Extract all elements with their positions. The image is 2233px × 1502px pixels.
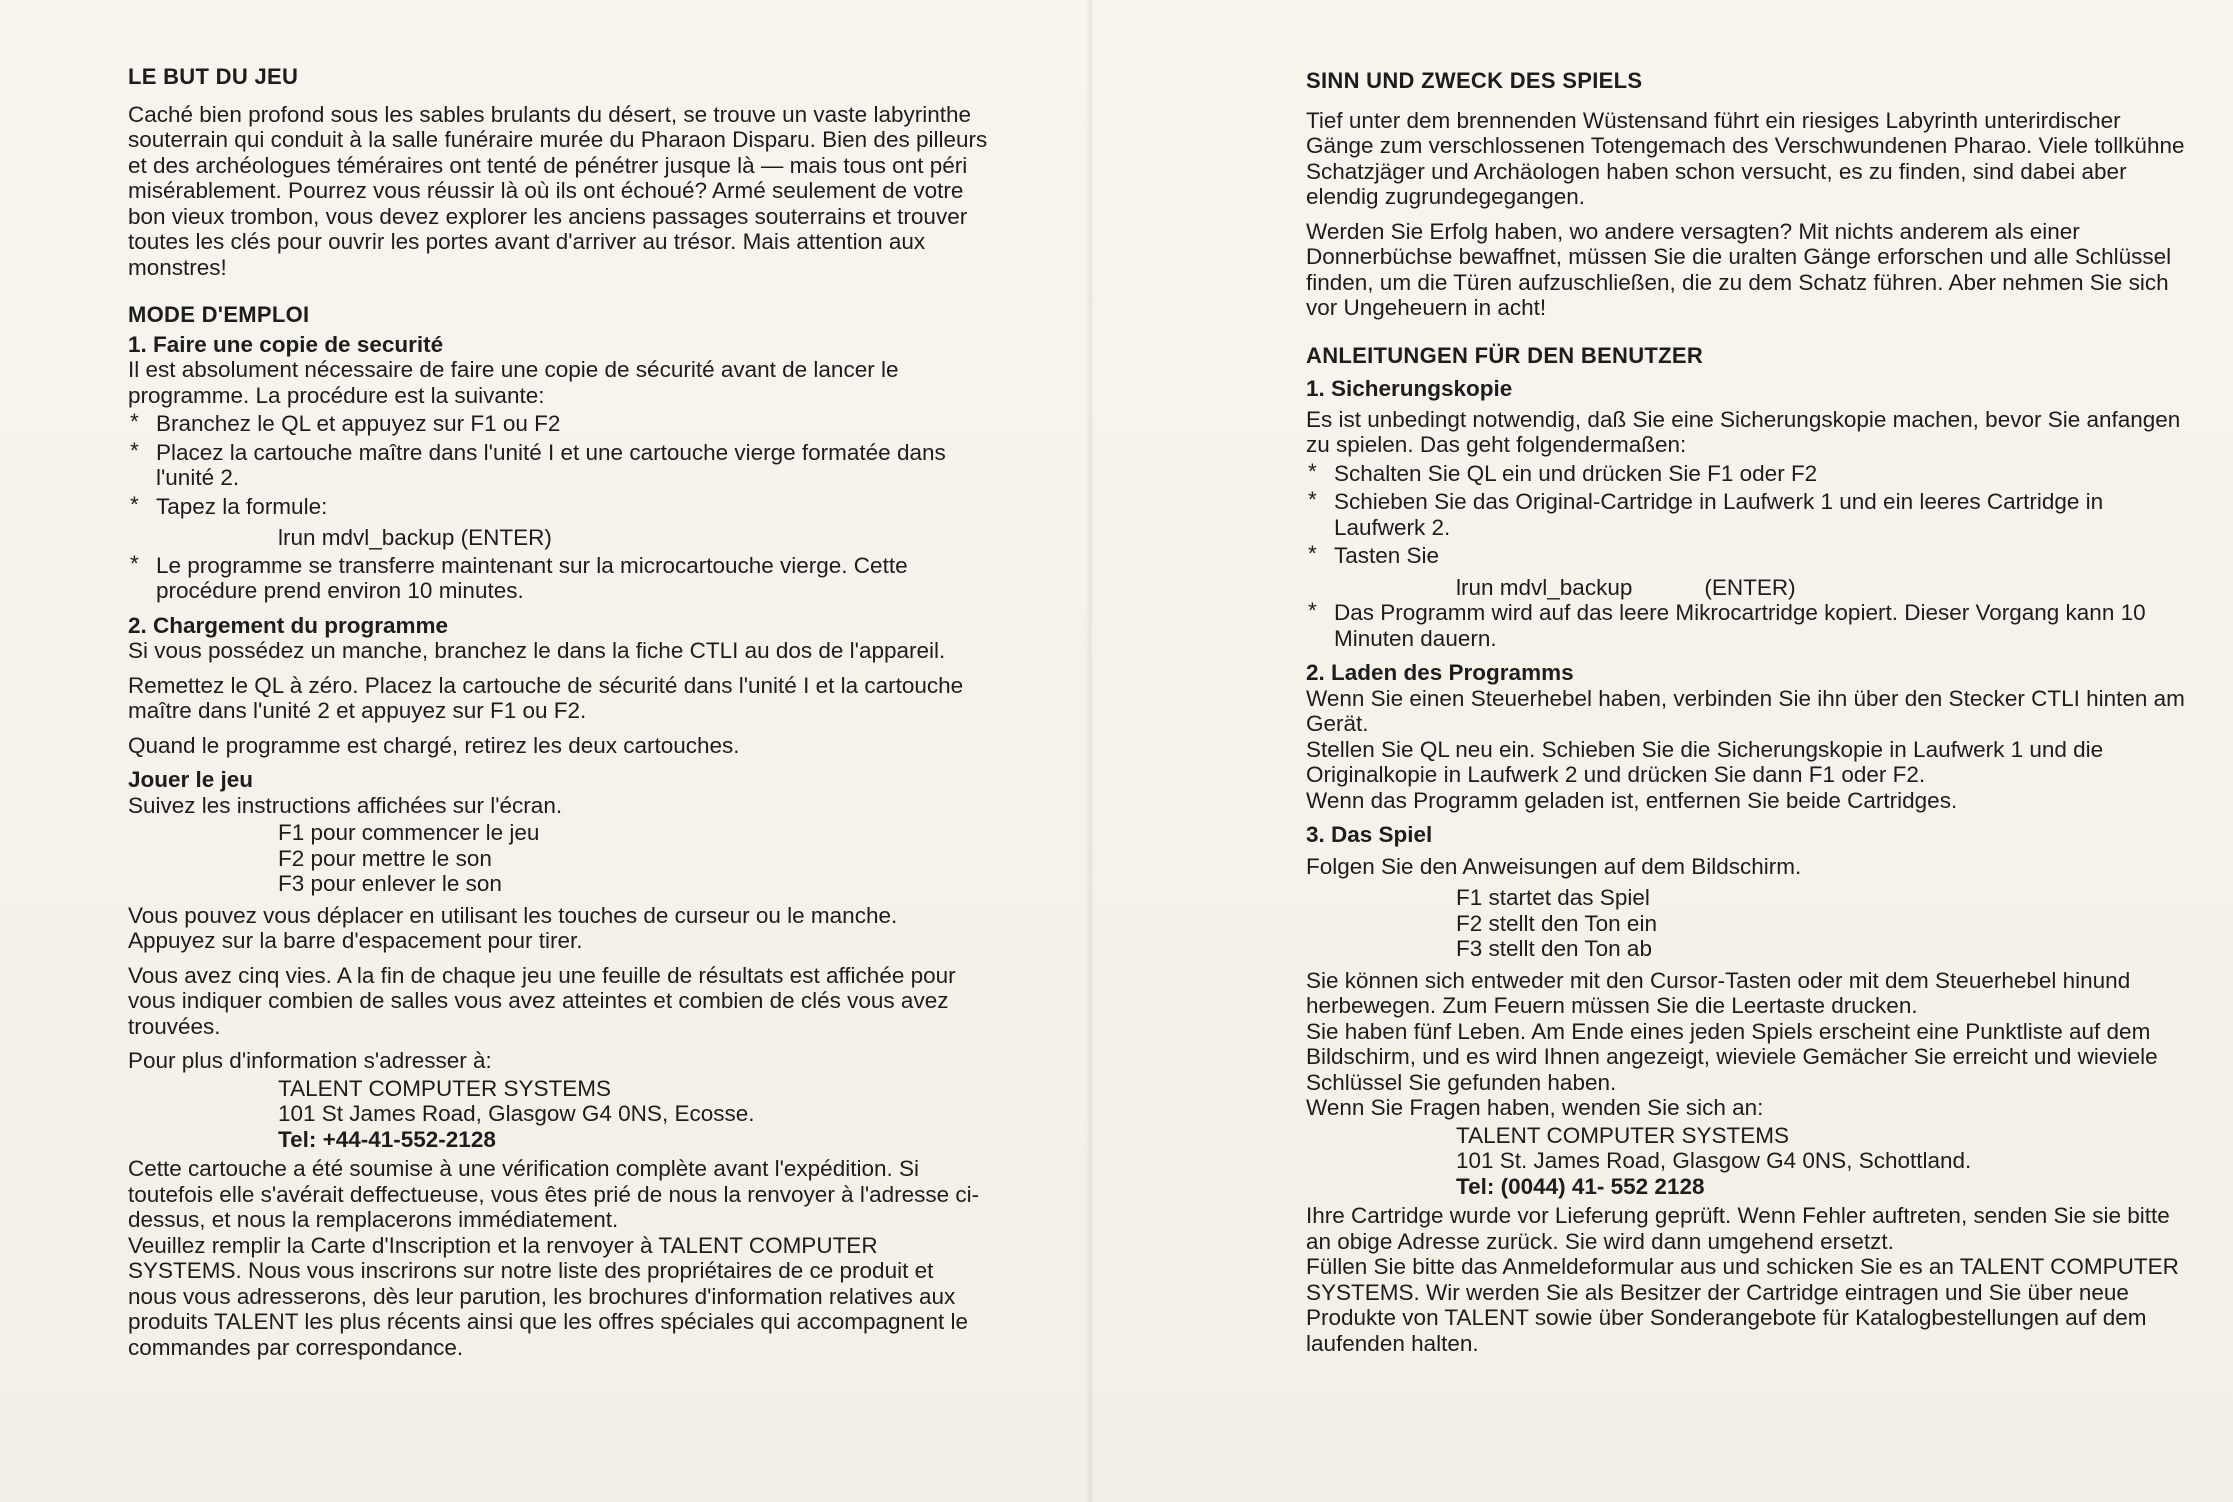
de-section-instructions	[1306, 343, 2186, 1357]
list-item: F1 pour commencer le jeu	[278, 820, 540, 845]
fr-play-p5: Cette cartouche a été soumise à une vérification complète avant l'expédition. Si toutefois elle s'avérait deffectueuse, vous êtes prié de nous la renvoyer à l'adresse ci-dessus, et nous la remplacerons immédiatement.	[128, 1156, 980, 1232]
de-address	[1306, 1123, 2186, 1200]
street-address: 101 St James Road, Glasgow G4 0NS, Ecosse.	[278, 1101, 755, 1126]
phone-number: Tel: +44-41-552-2128	[278, 1126, 496, 1152]
fr-goal-text: Caché bien profond sous les sables brulants du désert, se trouve un vaste labyrinthe souterrain qui conduit à la salle funéraire murée du Pharaon Disparu. Bien des pilleurs et des archéologues téméraires ont tenté de pénétrer jusque là — mais tous ont péri misérablement. Pourrez vous réussir là où ils ont échoué? Armé seulement de votre bon vieux trombon, vous devez explorer les anciens passages souterrains et trouver toutes les clés pour ouvrir les portes avant d'arriver au trésor. Mais attention aux monstres!	[128, 101, 988, 280]
de-command-text: lrun mdvl_backup	[1456, 574, 1633, 600]
fr-section-instructions	[128, 302, 988, 1360]
fr-loading-heading: 2. Chargement du programme	[128, 612, 449, 638]
de-loading-section	[1306, 660, 2186, 813]
list-item: F1 startet das Spiel	[1456, 885, 1650, 910]
de-backup-intro: Es ist unbedingt notwendig, daß Sie eine Sicherungskopie machen, bevor Sie anfangen zu spielen. Das geht folgendermaßen:	[1306, 406, 2181, 457]
fr-play-p6: Veuillez remplir la Carte d'Inscription et la renvoyer à TALENT COMPUTER SYSTEMS. Nous vous inscrirons sur notre liste des propriétaires de ce produit et nous vous adresserons, dès leur parution, les brochures d'information relatives aux produits TALENT les plus récents ainsi que les offres spéciales qui accompagnent le commandes par correspondance.	[128, 1232, 969, 1360]
fr-address	[128, 1076, 988, 1153]
fr-instructions-heading: MODE D'EMPLOI	[128, 302, 310, 327]
company-name: TALENT COMPUTER SYSTEMS	[1456, 1122, 1789, 1148]
fr-backup-section	[128, 332, 988, 604]
de-backup-heading: 1. Sicherungskopie	[1306, 376, 1513, 401]
list-item: * Schalten Sie QL ein und drücken Sie F1 oder F2	[1306, 461, 2186, 487]
fr-section-goal	[128, 64, 988, 280]
list-item: * Branchez le QL et appuyez sur F1 ou F2	[128, 411, 988, 437]
de-backup-section	[1306, 376, 2186, 651]
fr-play-p3: Vous avez cinq vies. A la fin de chaque jeu une feuille de résultats est affichée pour vous indiquer combien de salles vous avez atteintes et combien de clés vous avez trouvées.	[128, 962, 956, 1039]
de-goal-heading: SINN UND ZWECK DES SPIELS	[1306, 68, 1643, 93]
fr-play-heading: Jouer le jeu	[128, 767, 254, 792]
fr-goal-heading: LE BUT DU JEU	[128, 64, 299, 89]
fr-backup-intro: Il est absolument nécessaire de faire une copie de sécurité avant de lancer le programme. La procédure est la suivante:	[128, 357, 899, 408]
street-address: 101 St. James Road, Glasgow G4 0NS, Schottland.	[1456, 1148, 1972, 1173]
de-loading-p3: Wenn das Programm geladen ist, entfernen Sie beide Cartridges.	[1306, 787, 1958, 813]
de-play-p3: Sie haben fünf Leben. Am Ende eines jeden Spiels erscheint eine Punktliste auf dem Bildschirm, und es wird Ihnen angezeigt, wieviele Gemächer Sie erreicht und wieviele Schlüssel Sie gefunden haben.	[1306, 1018, 2158, 1095]
fr-backup-steps-2	[128, 553, 988, 604]
list-item: * Das Programm wird auf das leere Mikrocartridge kopiert. Dieser Vorgang kann 10 Minuten dauern.	[1306, 600, 2186, 651]
de-backup-steps-2	[1306, 600, 2186, 651]
de-backup-command	[1306, 575, 2186, 601]
fr-backup-steps	[128, 411, 988, 519]
de-play-p1: Folgen Sie den Anweisungen auf dem Bildschirm.	[1306, 853, 1802, 879]
fr-play-section	[128, 767, 988, 1360]
fr-play-p4: Pour plus d'information s'adresser à:	[128, 1048, 492, 1073]
fr-loading-section	[128, 613, 988, 759]
de-goal-p1: Tief unter dem brennenden Wüstensand führt ein riesiges Labyrinth unterirdischer Gänge zum verschlossenen Totengemach des Verschwundenen Pharao. Viele tollkühne Schatzjäger und Archäologen haben schon versucht, es zu finden, sind dabei aber elendig zugrundegegangen.	[1306, 107, 2185, 209]
german-column	[1306, 68, 2186, 1378]
list-item: * Tasten Sie	[1306, 543, 2186, 569]
list-item: F2 stellt den Ton ein	[1456, 910, 1657, 936]
de-section-goal	[1306, 68, 2186, 321]
list-item: * Schieben Sie das Original-Cartridge in Laufwerk 1 und ein leeres Cartridge in Laufwerk 2.	[1306, 489, 2186, 540]
de-loading-p1: Wenn Sie einen Steuerhebel haben, verbinden Sie ihn über den Stecker CTLI hinten am Gerät.	[1306, 685, 2185, 736]
fr-play-p2: Vous pouvez vous déplacer en utilisant les touches de curseur ou le manche. Appuyez sur la barre d'espacement pour tirer.	[128, 902, 898, 953]
page-fold	[1086, 0, 1094, 1502]
de-instructions-heading: ANLEITUNGEN FÜR DEN BENUTZER	[1306, 342, 1704, 368]
fr-loading-p3: Quand le programme est chargé, retirez les deux cartouches.	[128, 732, 740, 758]
de-key-list	[1306, 885, 2186, 962]
de-play-p6: Füllen Sie bitte das Anmeldeformular aus und schicken Sie es an TALENT COMPUTER SYSTEMS. Wir werden Sie als Besitzer der Cartridge eintragen und Sie über neue Produkte von TALENT sowie über Sonderangebote für Katalogbestellungen auf dem laufenden halten.	[1306, 1254, 2179, 1356]
french-column	[128, 64, 988, 1382]
de-loading-heading: 2. Laden des Programms	[1306, 660, 1574, 685]
de-play-p4: Wenn Sie Fragen haben, wenden Sie sich an:	[1306, 1095, 1764, 1120]
list-item: F3 pour enlever le son	[278, 871, 502, 896]
de-play-section	[1306, 822, 2186, 1356]
list-item: F3 stellt den Ton ab	[1456, 936, 1652, 961]
company-name: TALENT COMPUTER SYSTEMS	[278, 1075, 611, 1101]
list-item: * Le programme se transferre maintenant sur la microcartouche vierge. Cette procédure prend environ 10 minutes.	[128, 553, 988, 604]
fr-loading-p2: Remettez le QL à zéro. Placez la cartouche de sécurité dans l'unité I et la cartouche maître dans l'unité 2 et appuyez sur F1 ou F2.	[128, 672, 964, 723]
phone-number: Tel: (0044) 41- 552 2128	[1456, 1173, 1705, 1199]
de-backup-steps	[1306, 461, 2186, 569]
fr-backup-command: lrun mdvl_backup (ENTER)	[278, 525, 552, 550]
de-play-heading: 3. Das Spiel	[1306, 822, 1433, 847]
fr-key-list	[128, 820, 988, 897]
de-loading-p2: Stellen Sie QL neu ein. Schieben Sie die Sicherungskopie in Laufwerk 1 und die Originalkopie in Laufwerk 2 und drücken Sie dann F1 oder F2.	[1306, 736, 2104, 787]
list-item: * Placez la cartouche maître dans l'unité I et une cartouche vierge formatée dans l'unité 2.	[128, 440, 988, 491]
list-item: * Tapez la formule:	[128, 494, 988, 520]
de-goal-p2: Werden Sie Erfolg haben, wo andere versagten? Mit nichts anderem als einer Donnerbüchse bewaffnet, müssen Sie die uralten Gänge erforschen und alle Schlüssel finden, um die Türen aufzuschließen, die zu dem Schatz führen. Aber nehmen Sie sich vor Ungeheuern in acht!	[1306, 218, 2172, 320]
list-item: F2 pour mettre le son	[278, 845, 492, 871]
de-command-enter: (ENTER)	[1704, 574, 1796, 600]
fr-loading-p1: Si vous possédez un manche, branchez le dans la fiche CTLI au dos de l'appareil.	[128, 638, 946, 663]
fr-play-p1: Suivez les instructions affichées sur l'écran.	[128, 792, 563, 818]
de-play-p5: Ihre Cartridge wurde vor Lieferung geprüft. Wenn Fehler auftreten, senden Sie sie bitte an obige Adresse zurück. Sie wird dann umgehend ersetzt.	[1306, 1203, 2170, 1254]
fr-backup-heading: 1. Faire une copie de securité	[128, 331, 444, 357]
de-play-p2: Sie können sich entweder mit den Cursor-Tasten oder mit dem Steuerhebel hinund herbewegen. Zum Feuern müssen Sie die Leertaste drucken.	[1306, 967, 2131, 1018]
